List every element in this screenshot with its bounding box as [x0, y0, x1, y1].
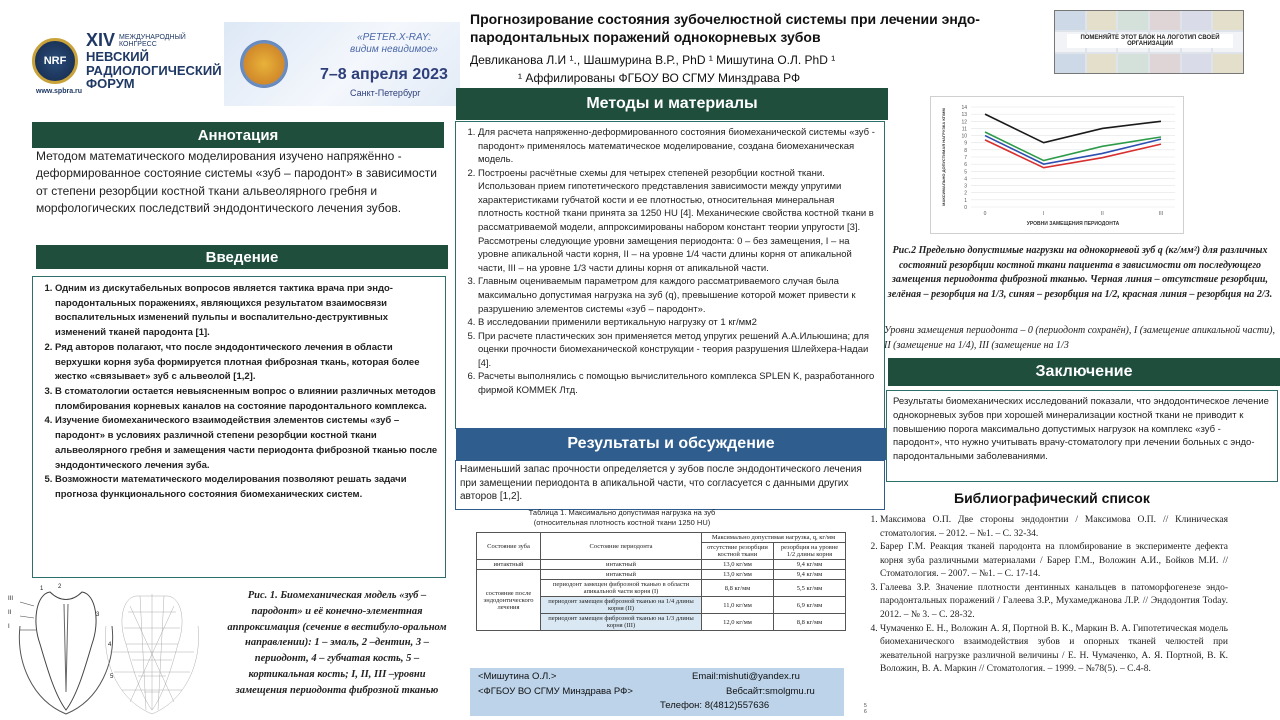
- bibliography-list: [862, 514, 1228, 677]
- x-tick-label: III: [1158, 211, 1164, 217]
- y-tick-label: 1: [964, 197, 967, 204]
- table1-header-max: Максимально допустимая нагрузка, q, кг/мм: [702, 533, 846, 543]
- list-item: 3. Галеева З.Р. Значение плотности дентинных канальцев в патоморфогенезе эндо- пародонтальных поражений / Галеева З.Р., Мухамеджанова Л.Р. // Эндодонтия Today. 2012. – № 3. – С. 28-32.: [880, 582, 1228, 623]
- affiliation: ¹ Аффилированы ФГБОУ ВО СГМУ Минздрава РФ: [518, 71, 801, 85]
- annotation-heading: Аннотация: [32, 122, 444, 148]
- list-item: 5. Возможности математического моделирования позволяют решать задачи прогноза функционального состояния биомеханических систем.: [55, 473, 439, 502]
- fig1-label-1: 1: [40, 586, 44, 592]
- contacts-box: [470, 668, 844, 716]
- congress-logo-icon: NRF: [32, 38, 78, 84]
- conclusion-box: [886, 390, 1278, 482]
- y-tick-label: 3: [964, 183, 967, 190]
- list-item: 4. В исследовании применили вертикальную нагрузку от 1 кг/мм2: [478, 316, 876, 330]
- fig1-label-5: 5: [110, 674, 114, 680]
- y-tick-label: 2: [964, 190, 967, 197]
- y-tick-label: 10: [961, 133, 967, 140]
- y-tick-label: 6: [964, 162, 967, 169]
- methods-box: [455, 121, 885, 429]
- list-item: 2. Ряд авторов полагают, что после эндодонтического лечения в области верхушки корня зуба формируется плотная фиброзная ткань, которая более жестко «связывает» зуб с альвеолой [1,2].: [55, 341, 439, 385]
- fig1-label-II: II: [8, 610, 12, 616]
- load-chart: [931, 97, 1185, 235]
- y-tick-label: 5: [964, 169, 967, 176]
- authors: Девликанова Л.И ¹., Шашмурина В.Р., PhD ¹ Мишутина О.Л. PhD ¹: [470, 53, 836, 67]
- table-row: интактный интактный 13,0 кг/мм 9,4 кг/мм: [477, 560, 846, 570]
- y-tick-label: 13: [961, 112, 967, 119]
- table1-header-none: отсутствие резорбции костной ткани: [702, 543, 774, 560]
- list-item: 2. Барер Г.М. Реакция тканей пародонта на пломбирование в эксперименте дефекта корня зуба различными материалами / Барер Г.М., Воложин А.И., Бойков М.И. // Стоматология. – 2007. – №1. – С. 17-14.: [880, 541, 1228, 582]
- table1: [476, 532, 846, 631]
- methods-heading: Методы и материалы: [456, 88, 888, 120]
- contact-website[interactable]: Вебсайт:smolgmu.ru: [726, 686, 815, 697]
- x-tick-label: II: [1100, 211, 1104, 217]
- list-item: 3. В стоматологии остается невыясненным вопрос о влиянии различных методов пломбирования корневых каналов на состояние пародонтального комплекса.: [55, 385, 439, 414]
- conclusion-text: Результаты биомеханических исследований показали, что эндодонтическое лечение однокорневых зубов при хорошей минерализации костной ткани не приводит к повышению порога максимально допустимых нагрузок на комплекс «зуб - пародонт», что нужно учитывать врачу-стоматологу при лечении больных с эндо-пародонтальными заболеваниями.: [893, 396, 1269, 463]
- fe-mesh: [105, 594, 198, 714]
- fig1-label-3: 3: [96, 612, 100, 618]
- figure2-caption-levels: Уровни замещения периодонта – 0 (периодонт сохранён), I (замещение апикальной части), II (замещение на 1/4), III (замещение на 1/3: [884, 325, 1275, 351]
- intro-list: [37, 282, 439, 503]
- tooth-outline: [36, 592, 96, 710]
- fig1-label-I: I: [8, 624, 10, 630]
- list-item: 2. Построены расчётные схемы для четырех степеней резорбции костной ткани. Использован прием гипотетического представления зависимости между упругими характеристиками губчатой кости и ее плотностью, относительная минеральная плотность костной ткани принята за 1250 HU [4]. Механические свойства костной ткани в рассматриваемой модели, аппроксимированы набором констант теории упругости [3]. Рассмотрены следующие уровни замещения периодонта: 0 – без замещения, I – на уровне апикальной части корня, II – на уровне 1/4 части длины корня от апикальной части, III – на уровне 1/3 части длины корня от апикальной части.: [478, 167, 876, 276]
- table-row: состояние после эндодонтического лечения интактный 13,0 кг/мм 9,4 кг/мм: [477, 570, 846, 580]
- list-item: 1. Для расчета напряженно-деформированного состояния биомеханической системы «зуб - пародонт» применялось математическое моделирование, создана биомеханическая модель.: [478, 126, 876, 167]
- y-tick-label: 7: [964, 155, 967, 161]
- results-box: [455, 460, 885, 510]
- intro-box: [32, 276, 446, 578]
- table1-caption: Таблица 1. Максимально допустимая нагрузка на зуб (относительная плотность костной ткани 1250 HU): [528, 508, 716, 528]
- results-heading: Результаты и обсуждение: [456, 428, 886, 460]
- bibliography-heading: Библиографический список: [954, 490, 1150, 506]
- list-item: 1. Одним из дискутабельных вопросов является тактика врача при эндо-пародонтальных поражениях, являющихся результатом взаимосвязи воспалительных изменений пульпы и воспалительно-деструктивных изменений тканей пародонта [1].: [55, 282, 439, 341]
- x-tick-label: 0: [983, 211, 987, 217]
- x-axis-label: УРОВНИ ЗАМЕЩЕНИЯ ПЕРИОДОНТА: [1026, 221, 1120, 227]
- contact-name: <Мишутина О.Л.>: [478, 671, 557, 682]
- y-axis-label: МАКСИМАЛЬНО ДОПУСТИМАЯ НАГРУЗКА КГ/ММ: [941, 108, 946, 206]
- list-item: 5. При расчете пластических зон применяется метод упругих решений А.А.Ильюшина; для оценки прочности биомеханической конструкции - теория разрушения Шлейхера-Надаи [4].: [478, 330, 876, 371]
- x-tick-label: I: [1042, 211, 1045, 217]
- poster-title: Прогнозирование состояния зубочелюстной системы при лечении эндо-пародонтальных поражений однокорневых зубов: [470, 11, 980, 45]
- intro-heading: Введение: [36, 245, 448, 269]
- root-canal: [64, 604, 68, 692]
- y-tick-label: 0: [964, 205, 967, 211]
- congress-website[interactable]: www.spbra.ru: [36, 88, 83, 95]
- figure1-drawing: [6, 582, 226, 718]
- page-marks: 5 6: [864, 703, 867, 715]
- contact-org: <ФГБОУ ВО СГМУ Минздрава РФ>: [478, 686, 633, 697]
- table-row: периодонт замещен фиброзной тканью в области апикальной части корня (I) 8,8 кг/мм 5,5 кг/мм: [477, 580, 846, 597]
- list-item: 4. Изучение биомеханического взаимодействия элементов системы «зуб – пародонт» в условиях различной степени резорбции костной ткани альвеолярного гребня и замещения части периодонта фиброзной тканью после эндодонтического лечения зуба.: [55, 414, 439, 473]
- table1-header-half: резорбция на уровне 1/2 длины корня: [774, 543, 846, 560]
- methods-list: [460, 126, 876, 398]
- bibliography: [862, 514, 1228, 677]
- tooth-model-diagram: [6, 582, 226, 718]
- list-item: 1. Максимова О.П. Две стороны эндодонтии / Максимова О.П. // Клиническая стоматология. – 2012. – №1. – С. 32-34.: [880, 514, 1228, 541]
- y-tick-label: 8: [964, 147, 967, 154]
- conclusion-heading: Заключение: [888, 358, 1280, 386]
- y-tick-label: 4: [964, 176, 967, 183]
- slogan-banner: «PETER.X-RAY: видим невидимое» 7–8 апреля 2023 Санкт-Петербург: [224, 22, 460, 106]
- annotation-text: Методом математического моделирования изучено напряжённо - деформированное состояние системы «зуб – пародонт» в зависимости от степени резорбции костной ткани альвеолярного гребня и морфологических последствий эндодонтического лечения зубов.: [36, 149, 437, 216]
- contact-email[interactable]: Email:mishuti@yandex.ru: [692, 671, 800, 682]
- list-item: 3. Главным оцениваемым параметром для каждого рассматриваемого случая была максимально допустимая нагрузка на зуб (q), превышение которой может привести к разрушению элементов системы «зуб – пародонт».: [478, 275, 876, 316]
- forum-emblem-icon: [240, 40, 288, 88]
- results-text: Наименьший запас прочности определяется у зубов после эндодонтического лечения при замещении периодонта в апикальной части, что согласуется с данными других авторов [1,2].: [460, 464, 862, 502]
- table1-header-perio: Состояние периодонта: [541, 533, 702, 560]
- y-tick-label: 12: [961, 119, 967, 126]
- table-row: периодонт замещен фиброзной тканью на 1/3 длины корня (III) 12,0 кг/мм 8,8 кг/мм: [477, 614, 846, 631]
- congress-banner: NRF XIV МЕЖДУНАРОДНЫЙ КОНГРЕСС НЕВСКИЙ РАДИОЛОГИЧЕСКИЙ ФОРУМ: [32, 22, 222, 100]
- y-tick-label: 14: [961, 105, 967, 111]
- figure1-caption: Рис. 1. Биомеханическая модель «зуб – пародонт» и её конечно-элементная аппроксимация (сечение в вестибуло-оральном направлении): 1 – эмаль, 2 –дентин, 3 – периодонт, 4 – губчатая кость, 5 – кортикальная кость; I, II, III –уровни замещения периодонта фиброзной тканью: [227, 590, 447, 696]
- figure2-caption: Рис.2 Предельно допустимые нагрузки на однокорневой зуб q (кг/мм²) для различных состояний резорбции костной ткани пациента в зависимости от последующего замещения периодонта фиброзной тканью. Черная линия – отсутствие резорбции, зелёная – резорбция на 1/3, синяя – резорбция на 1/2, красная линия – резорбция на 2/3.: [887, 245, 1273, 300]
- table-row: периодонт замещен фиброзной тканью на 1/4 длины корня (II) 11,0 кг/мм 6,9 кг/мм: [477, 597, 846, 614]
- y-tick-label: 11: [961, 126, 967, 133]
- list-item: 4. Чумаченко Е. Н., Воложин А. Я, Портной В. К., Маркин В. А. Гипотетическая модель биомеханического взаимодействия зубов и опорных тканей челюстей при жевательной нагрузке различной величины / Е. Н. Чумаченко, А. Я. Портной, В. К. Воложин, В. А. Маркин // Стоматология. – 1999. – №78(5). – С.4-8.: [880, 623, 1228, 677]
- contact-phone: Телефон: 8(4812)557636: [660, 700, 770, 711]
- fig1-label-2: 2: [58, 584, 62, 590]
- fig1-label-III: III: [8, 596, 14, 602]
- table1-header-tooth: Состояние зуба: [477, 533, 541, 560]
- y-tick-label: 9: [964, 140, 967, 147]
- congress-roman: XIV: [86, 30, 116, 51]
- org-logo-placeholder: ПОМЕНЯЙТЕ ЭТОТ БЛОК НА ЛОГОТИП СВОЕЙ ОРГАНИЗАЦИИ: [1054, 10, 1244, 74]
- list-item: 6. Расчеты выполнялись с помощью вычислительного комплекса SPLEN K, разработанного фирмой КОММЕК Лтд.: [478, 370, 876, 397]
- figure2-chart: [930, 96, 1184, 234]
- fig1-label-4: 4: [108, 642, 112, 648]
